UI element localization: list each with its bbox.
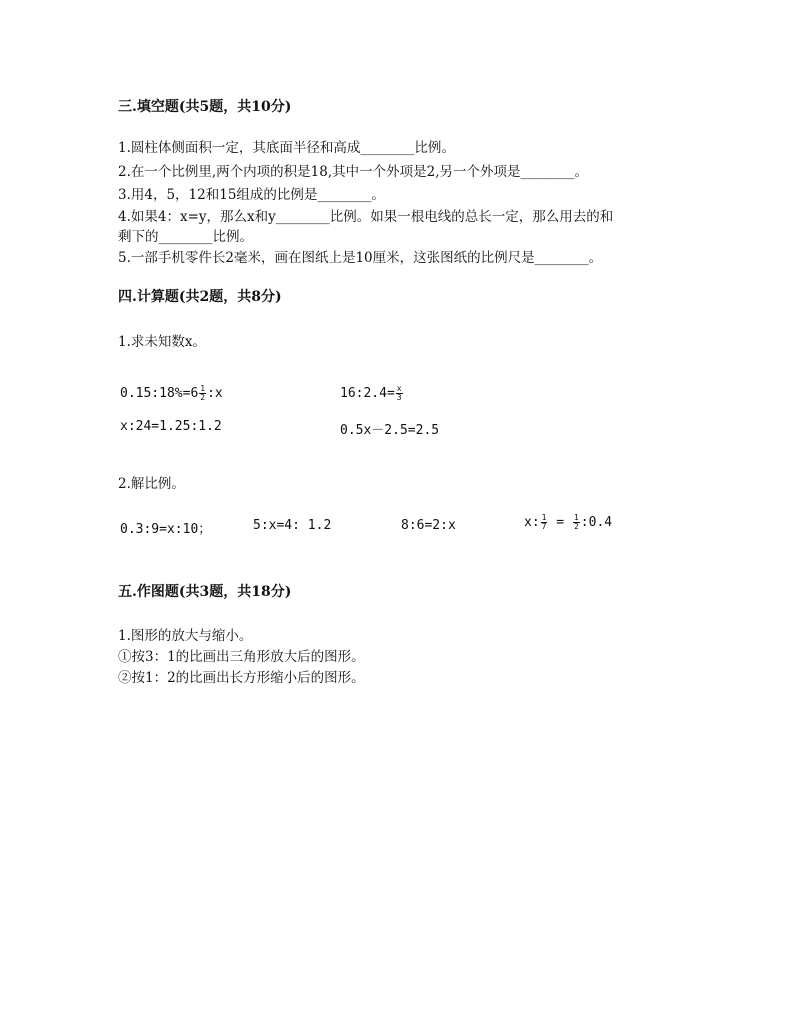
equation-2-fraction: [396, 385, 403, 402]
proportion-3: 8:6=2:x: [401, 518, 456, 533]
section4-question-2-title: 2.解比例。: [118, 476, 185, 492]
section5-question-1-title: 1.图形的放大与缩小。: [118, 628, 253, 644]
section3-question-4-line1: 4.如果4：x=y，那么x和y________比例。如果一根电线的总长一定，那么用去的和: [118, 209, 614, 225]
proportion-4-end: :0.4: [580, 515, 613, 530]
proportion-1: 0.3:9=x:10；: [120, 522, 212, 537]
section5-question-1-part-a: ①按3：1的比画出三角形放大后的图形。: [118, 649, 365, 665]
proportion-4-fraction-2: [573, 514, 580, 531]
section3-question-4-line2: 剩下的________比例。: [118, 229, 253, 245]
fraction-numerator: x: [396, 384, 402, 393]
equation-2: [340, 385, 404, 402]
section4-title: 四.计算题(共2题，共8分): [118, 289, 282, 305]
section4-question-1-title: 1.求未知数x。: [118, 334, 206, 350]
equation-1: [120, 385, 223, 402]
section3-question-1: 1.圆柱体侧面积一定，其底面半径和高成________比例。: [118, 140, 455, 156]
equation-1-right: :x: [207, 386, 223, 401]
equation-3: x:24=1.25:1.2: [120, 419, 222, 434]
equation-2-left: 16:2.4=: [340, 386, 395, 401]
fraction-numerator: 1: [200, 384, 206, 393]
section3-question-5: 5.一部手机零件长2毫米，画在图纸上是10厘米，这张图纸的比例尺是________。: [118, 250, 603, 266]
section3-question-3: 3.用4，5，12和15组成的比例是________。: [118, 187, 385, 203]
proportion-4-fraction-1: [541, 514, 548, 531]
proportion-4: [524, 514, 612, 531]
section3-question-2: 2.在一个比例里,两个内项的积是18,其中一个外项是2,另一个外项是________。: [118, 164, 589, 180]
fraction-denominator: 3: [396, 393, 402, 402]
section3-title: 三.填空题(共5题，共10分): [118, 99, 292, 115]
proportion-4-start: x:: [524, 515, 540, 530]
equation-4: 0.5x－2.5=2.5: [340, 423, 440, 438]
section5-question-1-part-b: ②按1：2的比画出长方形缩小后的图形。: [118, 670, 365, 686]
fraction-numerator: 1: [573, 513, 579, 522]
equation-1-fraction: [199, 385, 206, 402]
proportion-2: 5:x=4: 1.2: [253, 518, 332, 533]
section5-title: 五.作图题(共3题，共18分): [118, 584, 292, 600]
proportion-4-equals: =: [548, 515, 572, 530]
equation-1-left: 0.15:18%=6: [120, 386, 199, 401]
fraction-denominator: 2: [573, 522, 579, 531]
fraction-denominator: 7: [541, 522, 547, 531]
fraction-numerator: 1: [541, 513, 547, 522]
fraction-denominator: 2: [200, 393, 206, 402]
